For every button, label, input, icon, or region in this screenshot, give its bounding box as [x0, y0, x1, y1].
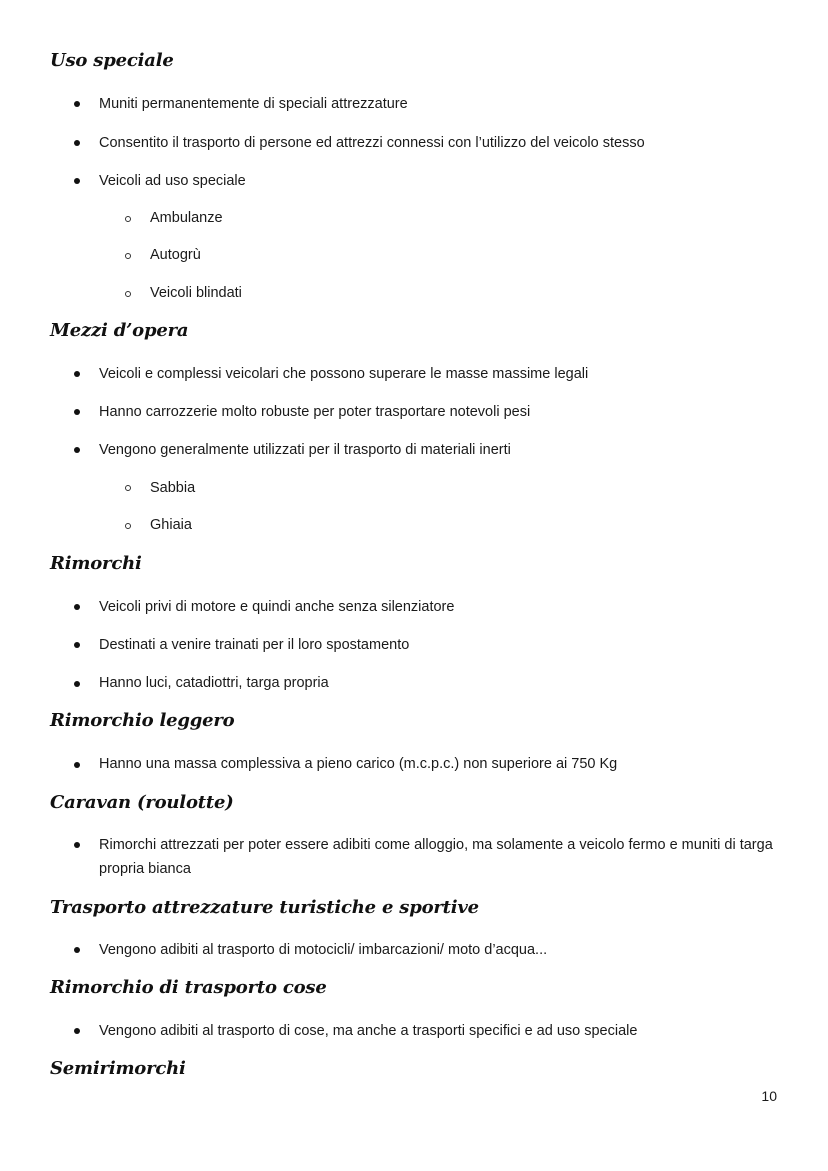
bullet-icon	[74, 101, 80, 107]
bullet-icon	[74, 681, 80, 687]
bullet-icon	[74, 842, 80, 848]
sub-list-item: Ghiaia	[150, 517, 192, 533]
sub-bullet-icon	[125, 523, 131, 529]
bullet-icon	[74, 371, 80, 377]
sub-list-item: Sabbia	[150, 480, 196, 496]
section-title-caravan: Caravan (roulotte)	[50, 792, 234, 813]
list-item: Muniti permanentemente di speciali attrezzature	[99, 96, 408, 112]
section-title-rimorchio-leggero: Rimorchio leggero	[50, 710, 235, 731]
bullet-icon	[74, 762, 80, 768]
section-title-semirimorchi: Semirimorchi	[50, 1058, 186, 1079]
list-item: Vengono generalmente utilizzati per il trasporto di materiali inerti	[99, 442, 511, 458]
list-item: Vengono adibiti al trasporto di motocicli/ imbarcazioni/ moto d’acqua...	[99, 942, 548, 958]
bullet-icon	[74, 947, 80, 953]
sub-bullet-icon	[125, 253, 131, 259]
list-item: Destinati a venire trainati per il loro spostamento	[99, 637, 410, 653]
section-title-mezzi-opera: Mezzi d’opera	[50, 320, 189, 341]
bullet-icon	[74, 604, 80, 610]
section-title-trasporto-attrezzature: Trasporto attrezzature turistiche e sportive	[50, 897, 479, 918]
list-item: Rimorchi attrezzati per poter essere adibiti come alloggio, ma solamente a veicolo fermo e muniti di targa propria bianca	[99, 837, 773, 877]
list-item: Veicoli ad uso speciale	[99, 173, 246, 189]
bullet-icon	[74, 642, 80, 648]
bullet-icon	[74, 178, 80, 184]
list-item: Hanno carrozzerie molto robuste per poter trasportare notevoli pesi	[99, 404, 531, 420]
bullet-icon	[74, 447, 80, 453]
bullet-icon	[74, 409, 80, 415]
sub-list-item: Autogrù	[150, 247, 201, 263]
list-item: Hanno una massa complessiva a pieno carico (m.c.p.c.) non superiore ai 750 Kg	[99, 756, 618, 772]
sub-bullet-icon	[125, 485, 131, 491]
list-item: Veicoli privi di motore e quindi anche senza silenziatore	[99, 599, 455, 615]
section-title-uso-speciale: Uso speciale	[50, 50, 174, 71]
list-item: Veicoli e complessi veicolari che possono superare le masse massime legali	[99, 366, 589, 382]
sub-list-item: Veicoli blindati	[150, 285, 242, 301]
section-title-rimorchi: Rimorchi	[50, 553, 142, 574]
bullet-icon	[74, 140, 80, 146]
sub-bullet-icon	[125, 291, 131, 297]
sub-bullet-icon	[125, 216, 131, 222]
list-item: Vengono adibiti al trasporto di cose, ma anche a trasporti specifici e ad uso speciale	[99, 1023, 638, 1039]
list-item: Hanno luci, catadiottri, targa propria	[99, 675, 329, 691]
bullet-icon	[74, 1028, 80, 1034]
list-item: Consentito il trasporto di persone ed attrezzi connessi con l’utilizzo del veicolo stesso	[99, 135, 645, 151]
section-title-rimorchio-trasporto-cose: Rimorchio di trasporto cose	[50, 977, 327, 998]
page-number: 10	[761, 1088, 777, 1104]
sub-list-item: Ambulanze	[150, 210, 223, 226]
